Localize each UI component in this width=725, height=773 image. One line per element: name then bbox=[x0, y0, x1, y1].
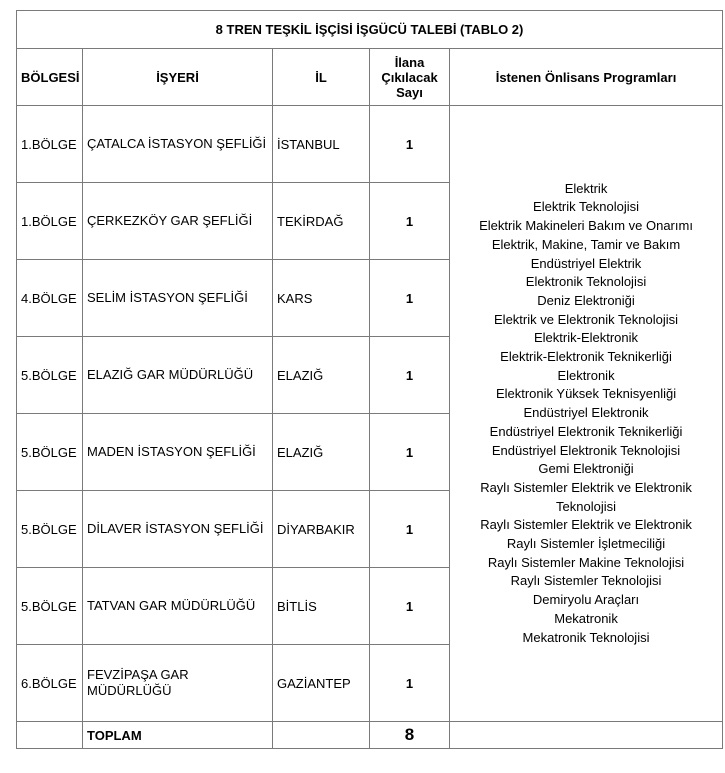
cell-workplace: MADEN İSTASYON ŞEFLİĞİ bbox=[83, 414, 273, 491]
cell-region: 5.BÖLGE bbox=[17, 491, 83, 568]
cell-workplace: ELAZIĞ GAR MÜDÜRLÜĞÜ bbox=[83, 337, 273, 414]
cell-city: KARS bbox=[273, 260, 370, 337]
cell-count: 1 bbox=[370, 183, 450, 260]
program-item: Deniz Elektroniği bbox=[537, 292, 635, 308]
program-item: Elektronik bbox=[557, 367, 615, 383]
cell-region: 5.BÖLGE bbox=[17, 568, 83, 645]
table-row bbox=[17, 106, 723, 183]
header-count-line1: İlana bbox=[394, 54, 425, 70]
header-row bbox=[17, 49, 723, 106]
cell-region: 1.BÖLGE bbox=[17, 106, 83, 183]
cell-city: İSTANBUL bbox=[273, 106, 370, 183]
cell-count: 1 bbox=[370, 414, 450, 491]
cell-region: 6.BÖLGE bbox=[17, 645, 83, 722]
cell-count: 1 bbox=[370, 337, 450, 414]
cell-workplace: ÇATALCA İSTASYON ŞEFLİĞİ bbox=[83, 106, 273, 183]
header-count-line3: Sayı bbox=[396, 84, 423, 100]
table-title: 8 TREN TEŞKİL İŞÇİSİ İŞGÜCÜ TALEBİ (TABLO 2) bbox=[17, 11, 723, 49]
header-programs: İstenen Önlisans Programları bbox=[450, 49, 723, 106]
program-item: Elektrik bbox=[564, 180, 608, 196]
total-label: TOPLAM bbox=[83, 722, 273, 749]
program-item: Endüstriyel Elektrik bbox=[530, 255, 642, 271]
program-item: Raylı Sistemler Elektrik ve Elektronik bbox=[480, 517, 692, 533]
header-region: BÖLGESİ bbox=[17, 49, 83, 106]
program-item: Elektrik Teknolojisi bbox=[533, 199, 639, 215]
labor-demand-table bbox=[16, 10, 723, 749]
total-empty-region bbox=[17, 722, 83, 749]
program-item: Raylı Sistemler Makine Teknolojisi bbox=[487, 554, 685, 570]
header-count-line2: Çıkılacak bbox=[381, 69, 438, 85]
cell-city: ELAZIĞ bbox=[273, 337, 370, 414]
program-item: Raylı Sistemler Elektrik ve Elektronik Teknolojisi bbox=[480, 479, 692, 514]
cell-count: 1 bbox=[370, 645, 450, 722]
header-workplace: İŞYERİ bbox=[83, 49, 273, 106]
cell-region: 4.BÖLGE bbox=[17, 260, 83, 337]
header-count bbox=[370, 49, 450, 106]
cell-workplace: DİLAVER İSTASYON ŞEFLİĞİ bbox=[83, 491, 273, 568]
header-city: İL bbox=[273, 49, 370, 106]
cell-region: 5.BÖLGE bbox=[17, 337, 83, 414]
program-item: Endüstriyel Elektronik Teknolojisi bbox=[491, 442, 681, 458]
program-item: Elektrik-Elektronik bbox=[534, 330, 639, 346]
cell-region: 1.BÖLGE bbox=[17, 183, 83, 260]
program-item: Mekatronik bbox=[554, 610, 618, 626]
cell-workplace: ÇERKEZKÖY GAR ŞEFLİĞİ bbox=[83, 183, 273, 260]
cell-workplace: TATVAN GAR MÜDÜRLÜĞÜ bbox=[83, 568, 273, 645]
program-item: Raylı Sistemler İşletmeciliği bbox=[506, 536, 666, 552]
total-empty-programs bbox=[450, 722, 723, 749]
cell-count: 1 bbox=[370, 106, 450, 183]
cell-count: 1 bbox=[370, 491, 450, 568]
cell-count: 1 bbox=[370, 568, 450, 645]
total-row bbox=[17, 722, 723, 749]
total-count: 8 bbox=[370, 722, 450, 749]
cell-city: TEKİRDAĞ bbox=[273, 183, 370, 260]
program-item: Demiryolu Araçları bbox=[532, 592, 640, 608]
program-item: Elektronik Teknolojisi bbox=[525, 274, 647, 290]
cell-workplace: FEVZİPAŞA GAR MÜDÜRLÜĞÜ bbox=[83, 645, 273, 722]
cell-workplace: SELİM İSTASYON ŞEFLİĞİ bbox=[83, 260, 273, 337]
program-item: Elektronik Yüksek Teknisyenliği bbox=[495, 386, 677, 402]
cell-city: BİTLİS bbox=[273, 568, 370, 645]
program-item: Elektrik ve Elektronik Teknolojisi bbox=[494, 311, 679, 327]
program-item: Elektrik Makineleri Bakım ve Onarımı bbox=[479, 218, 693, 234]
program-item: Endüstriyel Elektronik Teknikerliği bbox=[489, 423, 683, 439]
programs-cell bbox=[450, 106, 723, 722]
program-item: Raylı Sistemler Teknolojisi bbox=[510, 573, 662, 589]
total-empty-city bbox=[273, 722, 370, 749]
cell-city: GAZİANTEP bbox=[273, 645, 370, 722]
cell-count: 1 bbox=[370, 260, 450, 337]
cell-city: DİYARBAKIR bbox=[273, 491, 370, 568]
program-item: Gemi Elektroniği bbox=[538, 461, 634, 477]
cell-region: 5.BÖLGE bbox=[17, 414, 83, 491]
program-item: Elektrik, Makine, Tamir ve Bakım bbox=[491, 236, 681, 252]
program-item: Mekatronik Teknolojisi bbox=[522, 629, 650, 645]
program-item: Elektrik-Elektronik Teknikerliği bbox=[500, 349, 672, 365]
cell-city: ELAZIĞ bbox=[273, 414, 370, 491]
program-item: Endüstriyel Elektronik bbox=[523, 405, 649, 421]
